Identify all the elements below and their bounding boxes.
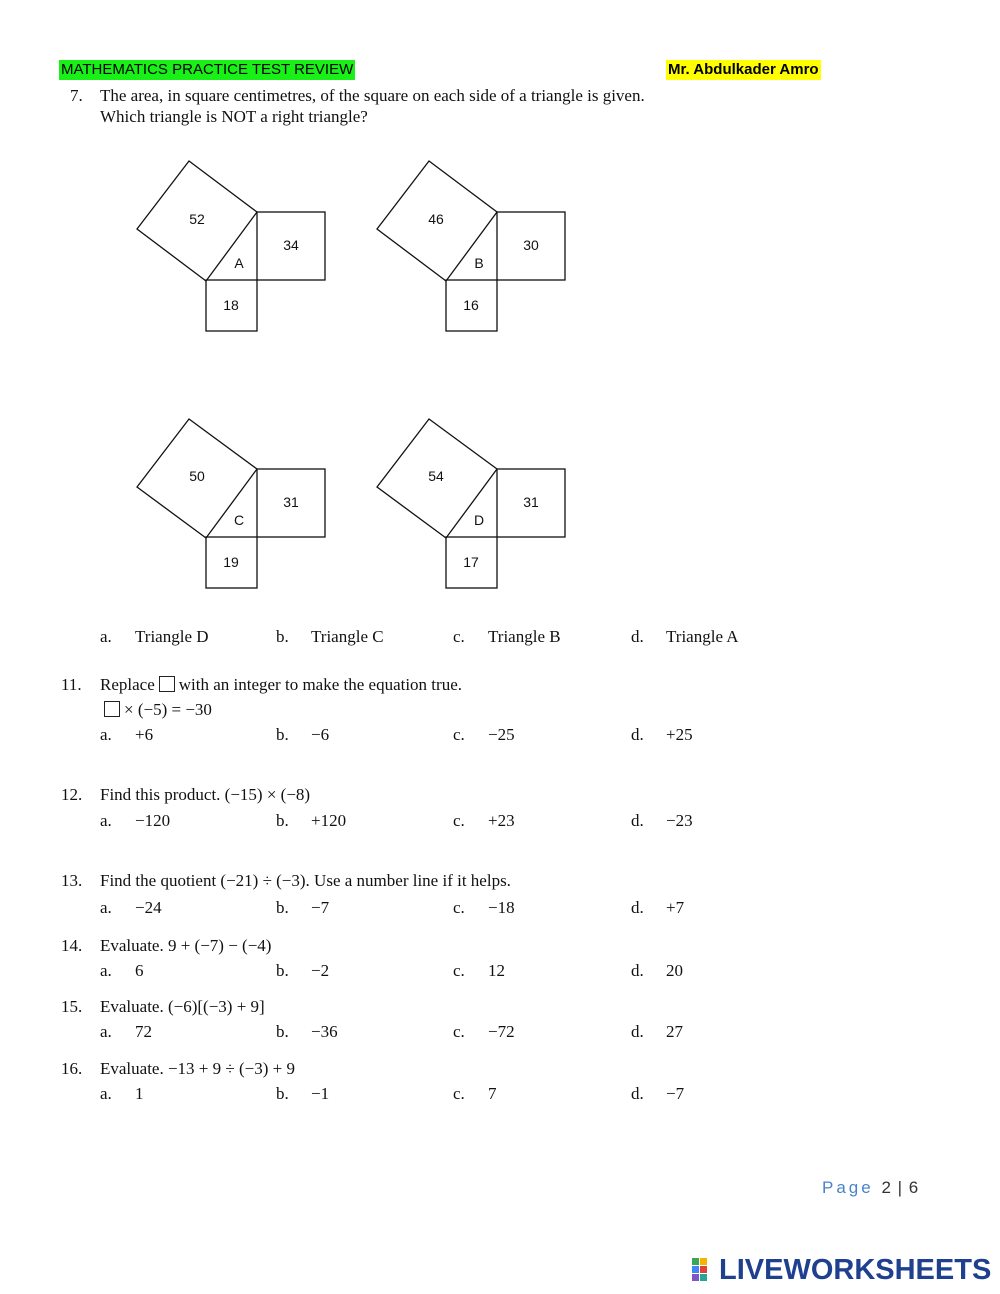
option-text: −7 bbox=[311, 898, 330, 917]
square-area-bottom: 16 bbox=[463, 297, 479, 313]
question-text-part: with an integer to make the equation true. bbox=[178, 675, 462, 694]
option-letter: a. bbox=[100, 898, 112, 917]
option-c[interactable] bbox=[453, 1084, 497, 1104]
option-c[interactable] bbox=[453, 1022, 515, 1042]
liveworksheets-logo[interactable] bbox=[692, 1255, 991, 1285]
question-text bbox=[100, 675, 462, 695]
option-d[interactable] bbox=[631, 961, 683, 981]
option-letter: d. bbox=[631, 1084, 644, 1103]
option-letter: c. bbox=[453, 1084, 465, 1103]
option-a[interactable] bbox=[100, 961, 144, 981]
option-c[interactable] bbox=[453, 627, 561, 647]
option-letter: d. bbox=[631, 961, 644, 980]
option-text: −23 bbox=[666, 811, 693, 830]
option-a[interactable] bbox=[100, 627, 209, 647]
option-letter: b. bbox=[276, 961, 289, 980]
option-d[interactable] bbox=[631, 1084, 684, 1104]
option-letter: c. bbox=[453, 961, 465, 980]
option-a[interactable] bbox=[100, 811, 170, 831]
equation bbox=[100, 700, 212, 720]
square-area-hyp: 52 bbox=[189, 211, 205, 227]
option-text: 72 bbox=[135, 1022, 152, 1041]
option-text: −18 bbox=[488, 898, 515, 917]
option-a[interactable] bbox=[100, 725, 153, 745]
option-a[interactable] bbox=[100, 1084, 144, 1104]
option-letter: c. bbox=[453, 898, 465, 917]
option-letter: d. bbox=[631, 627, 644, 646]
option-text: 20 bbox=[666, 961, 683, 980]
option-text: −25 bbox=[488, 725, 515, 744]
triangle-label: A bbox=[234, 255, 244, 271]
square-area-side: 34 bbox=[283, 237, 299, 253]
question-text: The area, in square centimetres, of the square on each side of a triangle is given. bbox=[100, 86, 645, 105]
triangle-figure-a bbox=[137, 161, 325, 331]
option-text: 12 bbox=[488, 961, 505, 980]
option-text: +120 bbox=[311, 811, 347, 830]
option-b[interactable] bbox=[276, 1022, 338, 1042]
logo-text: LIVEWORKSHEETS bbox=[719, 1254, 992, 1286]
option-text: Triangle B bbox=[488, 627, 561, 646]
option-b[interactable] bbox=[276, 898, 329, 918]
triangle-figures bbox=[0, 0, 1000, 620]
page-number bbox=[822, 1178, 919, 1198]
square-area-side: 31 bbox=[283, 494, 299, 510]
option-b[interactable] bbox=[276, 811, 346, 831]
option-text: 7 bbox=[488, 1084, 497, 1103]
option-text: −36 bbox=[311, 1022, 338, 1041]
question-number: 11. bbox=[61, 675, 82, 694]
header-title: MATHEMATICS PRACTICE TEST REVIEW bbox=[61, 61, 354, 78]
option-text: +25 bbox=[666, 725, 693, 744]
triangle-figure-c bbox=[137, 419, 325, 588]
question-text: Which triangle is NOT a right triangle? bbox=[100, 107, 368, 126]
question-number: 12. bbox=[61, 785, 83, 804]
option-letter: b. bbox=[276, 811, 289, 830]
option-d[interactable] bbox=[631, 725, 693, 745]
header-teacher: Mr. Abdulkader Amro bbox=[668, 61, 819, 78]
question-text: Find the quotient (−21) ÷ (−3). Use a number line if it helps. bbox=[100, 871, 511, 890]
option-letter: b. bbox=[276, 725, 289, 744]
option-letter: c. bbox=[453, 627, 465, 646]
option-letter: c. bbox=[453, 1022, 465, 1041]
option-letter: d. bbox=[631, 1022, 644, 1041]
option-text: −7 bbox=[666, 1084, 685, 1103]
option-text: −24 bbox=[135, 898, 162, 917]
option-letter: b. bbox=[276, 1022, 289, 1041]
option-text: +23 bbox=[488, 811, 515, 830]
option-letter: a. bbox=[100, 811, 112, 830]
option-letter: d. bbox=[631, 811, 644, 830]
blank-box-icon bbox=[159, 676, 175, 692]
option-c[interactable] bbox=[453, 898, 515, 918]
option-a[interactable] bbox=[100, 1022, 152, 1042]
question-text: Evaluate. (−6)[(−3) + 9] bbox=[100, 997, 265, 1016]
option-d[interactable] bbox=[631, 898, 684, 918]
option-text: 6 bbox=[135, 961, 144, 980]
option-b[interactable] bbox=[276, 725, 329, 745]
option-text: Triangle D bbox=[135, 627, 209, 646]
question-number: 7. bbox=[70, 86, 83, 105]
option-c[interactable] bbox=[453, 811, 515, 831]
option-d[interactable] bbox=[631, 1022, 683, 1042]
option-a[interactable] bbox=[100, 898, 162, 918]
option-text: −1 bbox=[311, 1084, 330, 1103]
square-area-hyp: 50 bbox=[189, 468, 205, 484]
option-text: +7 bbox=[666, 898, 685, 917]
square-area-hyp: 46 bbox=[428, 211, 444, 227]
option-text: 1 bbox=[135, 1084, 144, 1103]
option-text: Triangle C bbox=[311, 627, 384, 646]
question-number: 13. bbox=[61, 871, 83, 890]
option-d[interactable] bbox=[631, 811, 693, 831]
option-letter: d. bbox=[631, 725, 644, 744]
option-c[interactable] bbox=[453, 961, 505, 981]
square-area-bottom: 17 bbox=[463, 554, 479, 570]
blank-box-icon bbox=[104, 701, 120, 717]
option-text: Triangle A bbox=[666, 627, 739, 646]
question-text: Evaluate. 9 + (−7) − (−4) bbox=[100, 936, 272, 955]
option-text: −2 bbox=[311, 961, 330, 980]
option-letter: c. bbox=[453, 725, 465, 744]
option-b[interactable] bbox=[276, 1084, 329, 1104]
triangle-figure-d bbox=[377, 419, 565, 588]
square-area-bottom: 18 bbox=[223, 297, 239, 313]
option-c[interactable] bbox=[453, 725, 515, 745]
option-letter: b. bbox=[276, 898, 289, 917]
question-text: Evaluate. −13 + 9 ÷ (−3) + 9 bbox=[100, 1059, 295, 1078]
question-text: Find this product. (−15) × (−8) bbox=[100, 785, 311, 804]
option-letter: a. bbox=[100, 627, 112, 646]
option-text: 27 bbox=[666, 1022, 683, 1041]
triangle-label: D bbox=[473, 512, 485, 528]
option-letter: b. bbox=[276, 1084, 289, 1103]
equation-text: × (−5) = −30 bbox=[124, 700, 212, 719]
option-letter: c. bbox=[453, 811, 465, 830]
question-number: 14. bbox=[61, 936, 83, 955]
page-count: 2 | 6 bbox=[881, 1178, 920, 1197]
square-area-bottom: 19 bbox=[223, 554, 239, 570]
square-area-hyp: 54 bbox=[428, 468, 444, 484]
square-area-side: 30 bbox=[523, 237, 539, 253]
option-text: −120 bbox=[135, 811, 171, 830]
option-letter: b. bbox=[276, 627, 289, 646]
question-number: 15. bbox=[61, 997, 83, 1016]
option-d[interactable] bbox=[631, 627, 739, 647]
option-b[interactable] bbox=[276, 961, 329, 981]
question-text-part: Replace bbox=[100, 675, 155, 694]
option-letter: a. bbox=[100, 961, 112, 980]
option-text: −6 bbox=[311, 725, 330, 744]
option-letter: d. bbox=[631, 898, 644, 917]
option-letter: a. bbox=[100, 725, 112, 744]
option-letter: a. bbox=[100, 1084, 112, 1103]
page-word: Page bbox=[822, 1178, 874, 1197]
option-text: +6 bbox=[135, 725, 154, 744]
triangle-label: C bbox=[233, 512, 245, 528]
triangle-figure-b bbox=[377, 161, 565, 331]
triangle-label: B bbox=[474, 255, 484, 271]
liveworksheets-logo-icon bbox=[692, 1258, 716, 1282]
option-text: −72 bbox=[488, 1022, 515, 1041]
option-b[interactable] bbox=[276, 627, 384, 647]
option-letter: a. bbox=[100, 1022, 112, 1041]
question-number: 16. bbox=[61, 1059, 83, 1078]
square-area-side: 31 bbox=[523, 494, 539, 510]
